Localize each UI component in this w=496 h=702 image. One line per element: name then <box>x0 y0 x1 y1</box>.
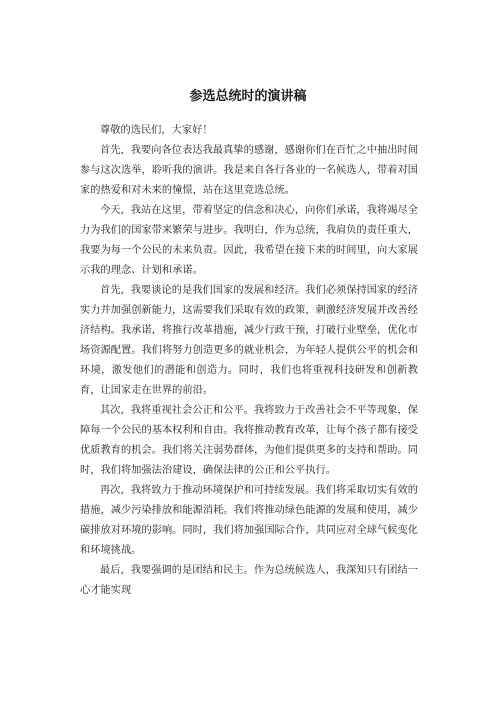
paragraph-environment: 再次，我将致力于推动环境保护和可持续发展。我们将采取切实有效的措施，减少污染排放和能源消耗。我们将推动绿色能源的发展和使用，减少碳排放对环境的影响。同时，我们将加强国际合作，共同应对全球气候变化和环境挑战。 <box>80 485 418 556</box>
speech-body <box>80 121 418 601</box>
paragraph-economy: 首先，我要谈论的是我们国家的发展和经济。我们必须保持国家的经济实力并加强创新能力，这需要我们采取有效的政策，刺激经济发展并改善经济结构。我承诺，将推行改革措施，减少行政干预，打破行业壁垒，优化市场资源配置。我们将努力创造更多的就业机会，为年轻人提供公平的机会和环境，激发他们的潜能和创造力。同时，我们也将重视科技研发和创新教育，让国家走在世界的前沿。 <box>80 285 418 396</box>
paragraph-commitment: 今天，我站在这里，带着坚定的信念和决心，向你们承诺，我将竭尽全力为我们的国家带来繁荣与进步。我明白，作为总统，我肩负的责任重大，我要为每一个公民的未来负责。因此，我希望在接下来的时间里，向大家展示我的理念、计划和承诺。 <box>80 205 418 276</box>
document-title: 参选总统时的演讲稿 <box>189 89 307 104</box>
paragraph-thanks: 首先，我要向各位表达我最真挚的感谢，感谢你们在百忙之中抽出时间参与这次选举，聆听我的演讲。我是来自各行各业的一名候选人，带着对国家的热爱和对未来的憧憬，站在这里竞选总统。 <box>80 145 418 196</box>
paragraph-greeting: 尊敬的选民们，大家好！ <box>100 125 213 136</box>
paragraph-unity: 最后，我要强调的是团结和民主。作为总统候选人，我深知只有团结一心才能实现 <box>80 565 418 596</box>
paragraph-social-justice: 其次，我将重视社会公正和公平。我将致力于改善社会不平等现象，保障每一个公民的基本权利和自由。我将推动教育改革，让每个孩子都有接受优质教育的机会。我们将关注弱势群体，为他们提供更多的支持和帮助。同时，我们将加强法治建设，确保法律的公正和公平执行。 <box>80 405 418 476</box>
